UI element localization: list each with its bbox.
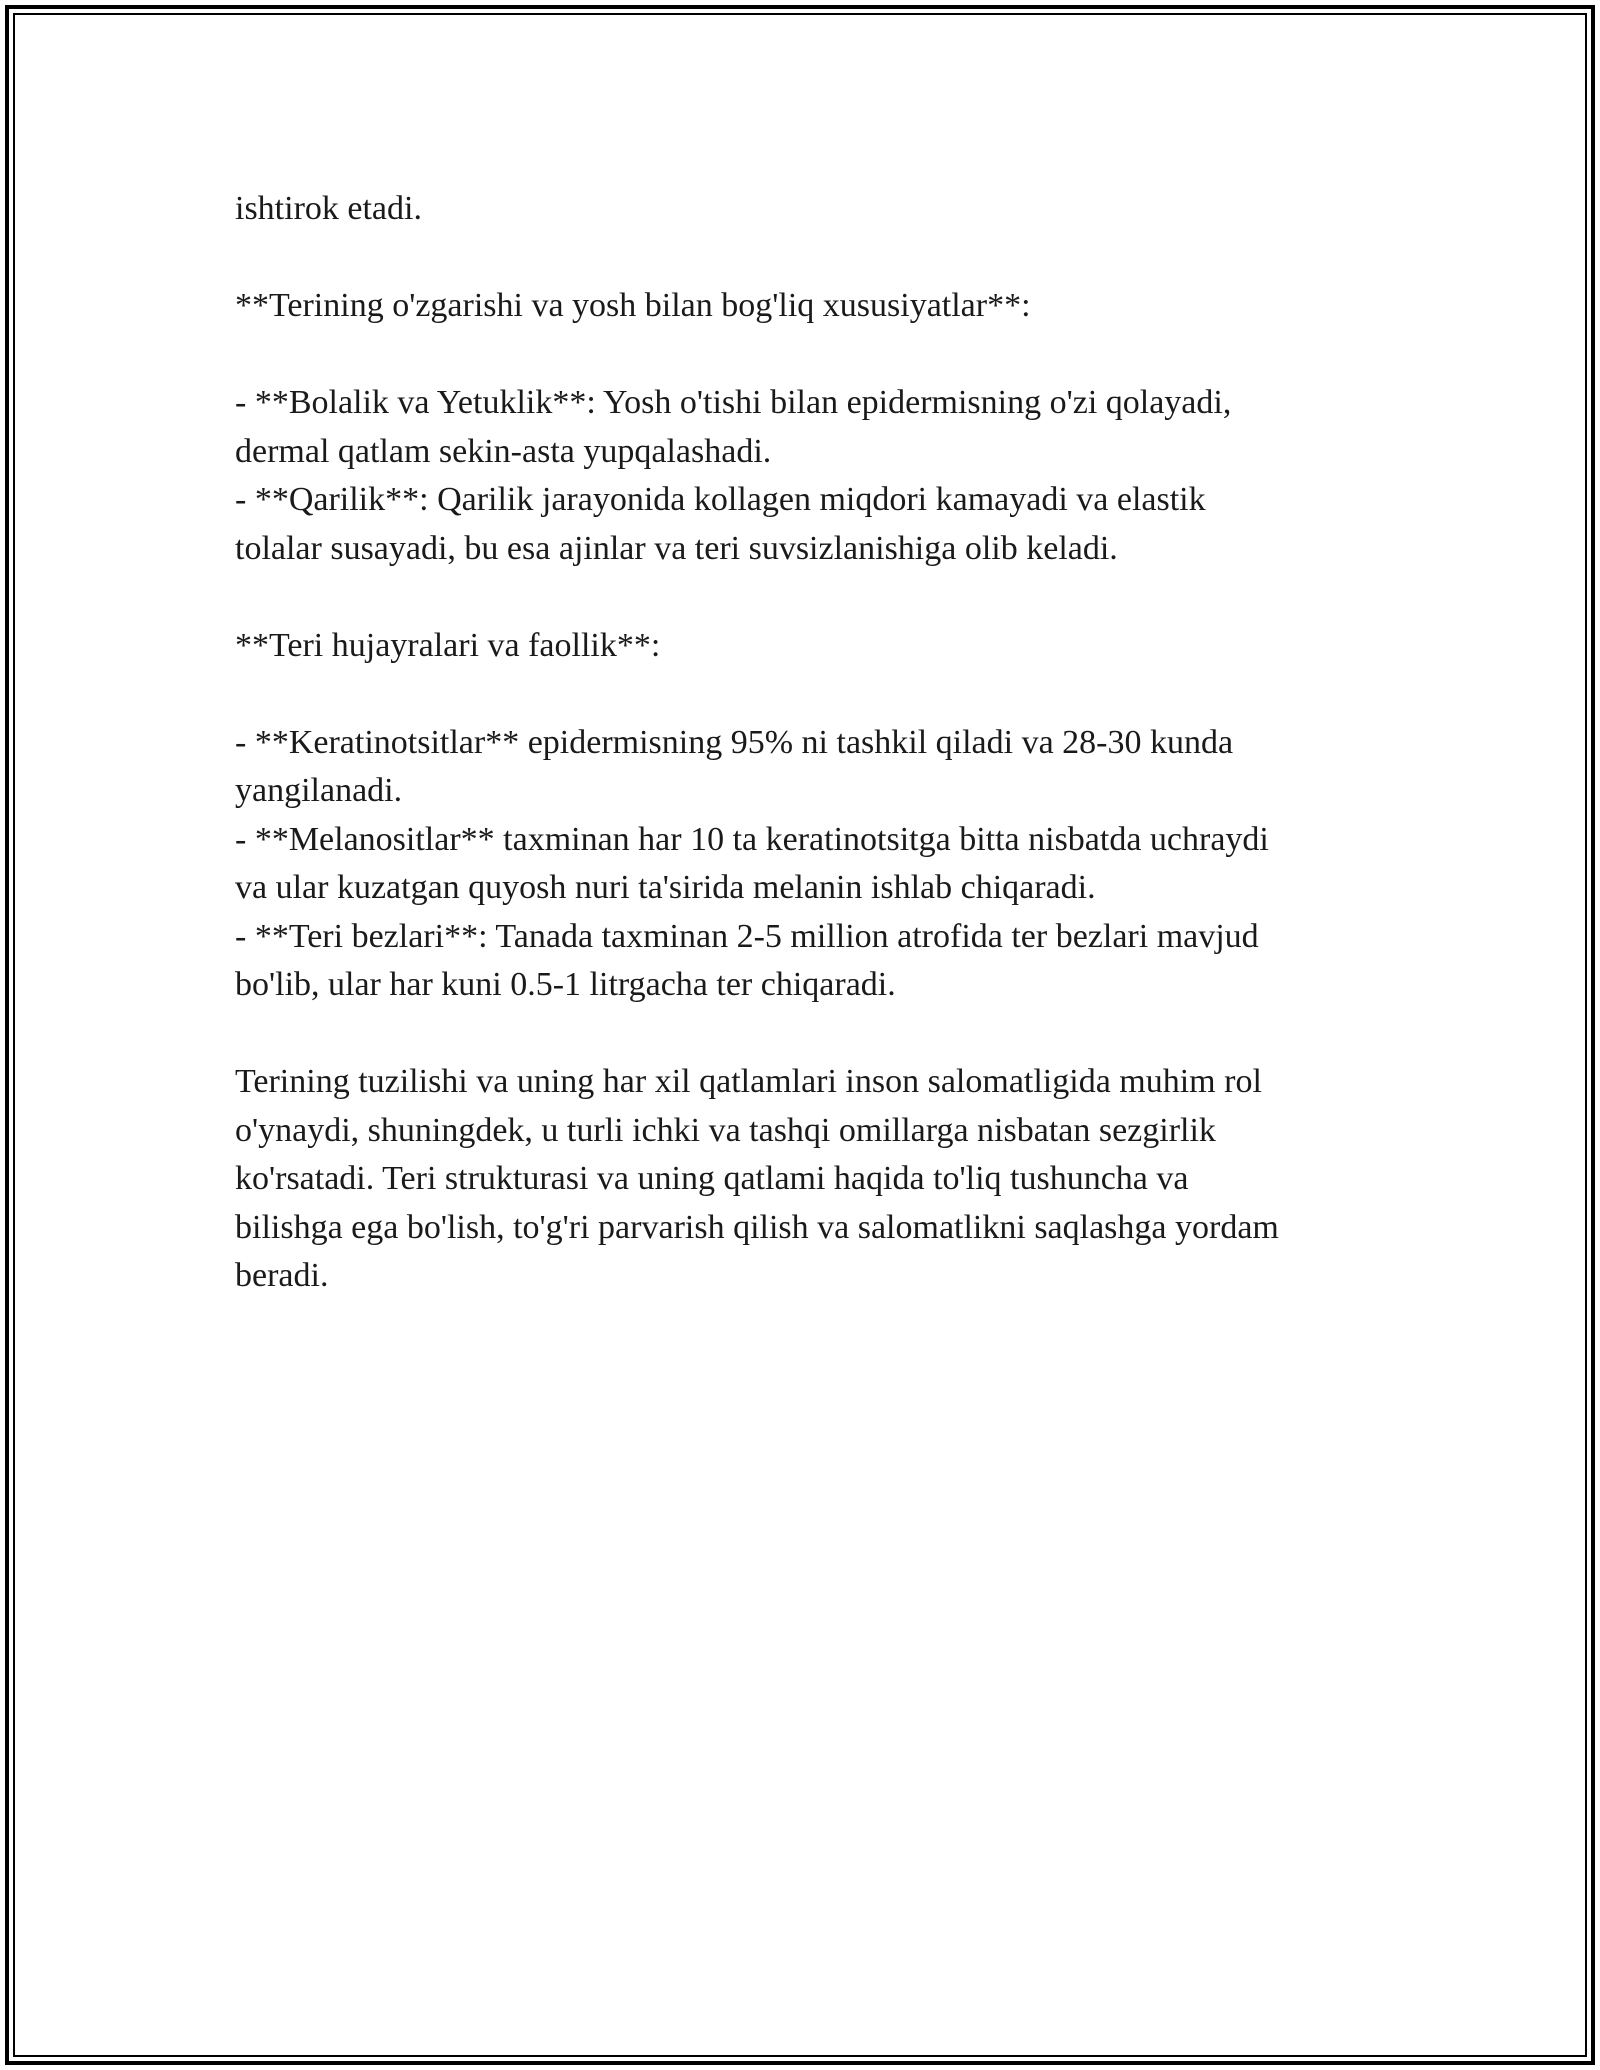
conclusion-line: ko'rsatadi. Teri strukturasi va uning qatlami haqida to'liq tushuncha va: [235, 1160, 1189, 1197]
conclusion-line: bilishga ega bo'lish, to'g'ri parvarish qilish va salomatlikni saqlashga yordam: [235, 1208, 1279, 1246]
list-item-line: - **Melanositlar** taxminan har 10 ta keratinotsitga bitta nisbatda uchraydi: [235, 820, 1269, 858]
list-item-line: yangilanadi.: [235, 772, 403, 809]
list-item-line: - **Keratinotsitlar** epidermisning 95% ni tashkil qiladi va 28-30 kunda: [235, 723, 1234, 761]
conclusion-line: Terining tuzilishi va uning har xil qatlamlari inson salomatligida muhim rol: [235, 1063, 1262, 1100]
conclusion-line: o'ynaydi, shuningdek, u turli ichki va tashqi omillarga nisbatan sezgirlik: [235, 1111, 1216, 1149]
list-item-line: dermal qatlam sekin-asta yupqalashadi.: [235, 432, 772, 470]
text-line: ishtirok etadi.: [235, 190, 422, 227]
document-body: [235, 185, 1375, 1301]
list-item-line: bo'lib, ular har kuni 0.5-1 litrgacha ter chiqaradi.: [235, 966, 896, 1003]
paragraph-gap: [235, 1010, 1375, 1059]
paragraph-gap: [235, 234, 1375, 283]
list-item-line: va ular kuzatgan quyosh nuri ta'sirida melanin ishlab chiqaradi.: [235, 869, 1096, 906]
paragraph-gap: [235, 573, 1375, 622]
list-item-line: - **Teri bezlari**: Tanada taxminan 2-5 million atrofida ter bezlari mavjud: [235, 917, 1259, 955]
conclusion-line: beradi.: [235, 1257, 329, 1294]
paragraph-gap: [235, 670, 1375, 719]
section-heading: **Terining o'zgarishi va yosh bilan bog'liq xususiyatlar**:: [235, 287, 1031, 324]
list-item-line: - **Qarilik**: Qarilik jarayonida kollagen miqdori kamayadi va elastik: [235, 481, 1206, 518]
section-heading: **Teri hujayralari va faollik**:: [235, 626, 661, 664]
paragraph-gap: [235, 331, 1375, 380]
list-item-line: tolalar susayadi, bu esa ajinlar va teri suvsizlanishiga olib keladi.: [235, 529, 1118, 567]
list-item-line: - **Bolalik va Yetuklik**: Yosh o'tishi bilan epidermisning o'zi qolayadi,: [235, 384, 1232, 421]
